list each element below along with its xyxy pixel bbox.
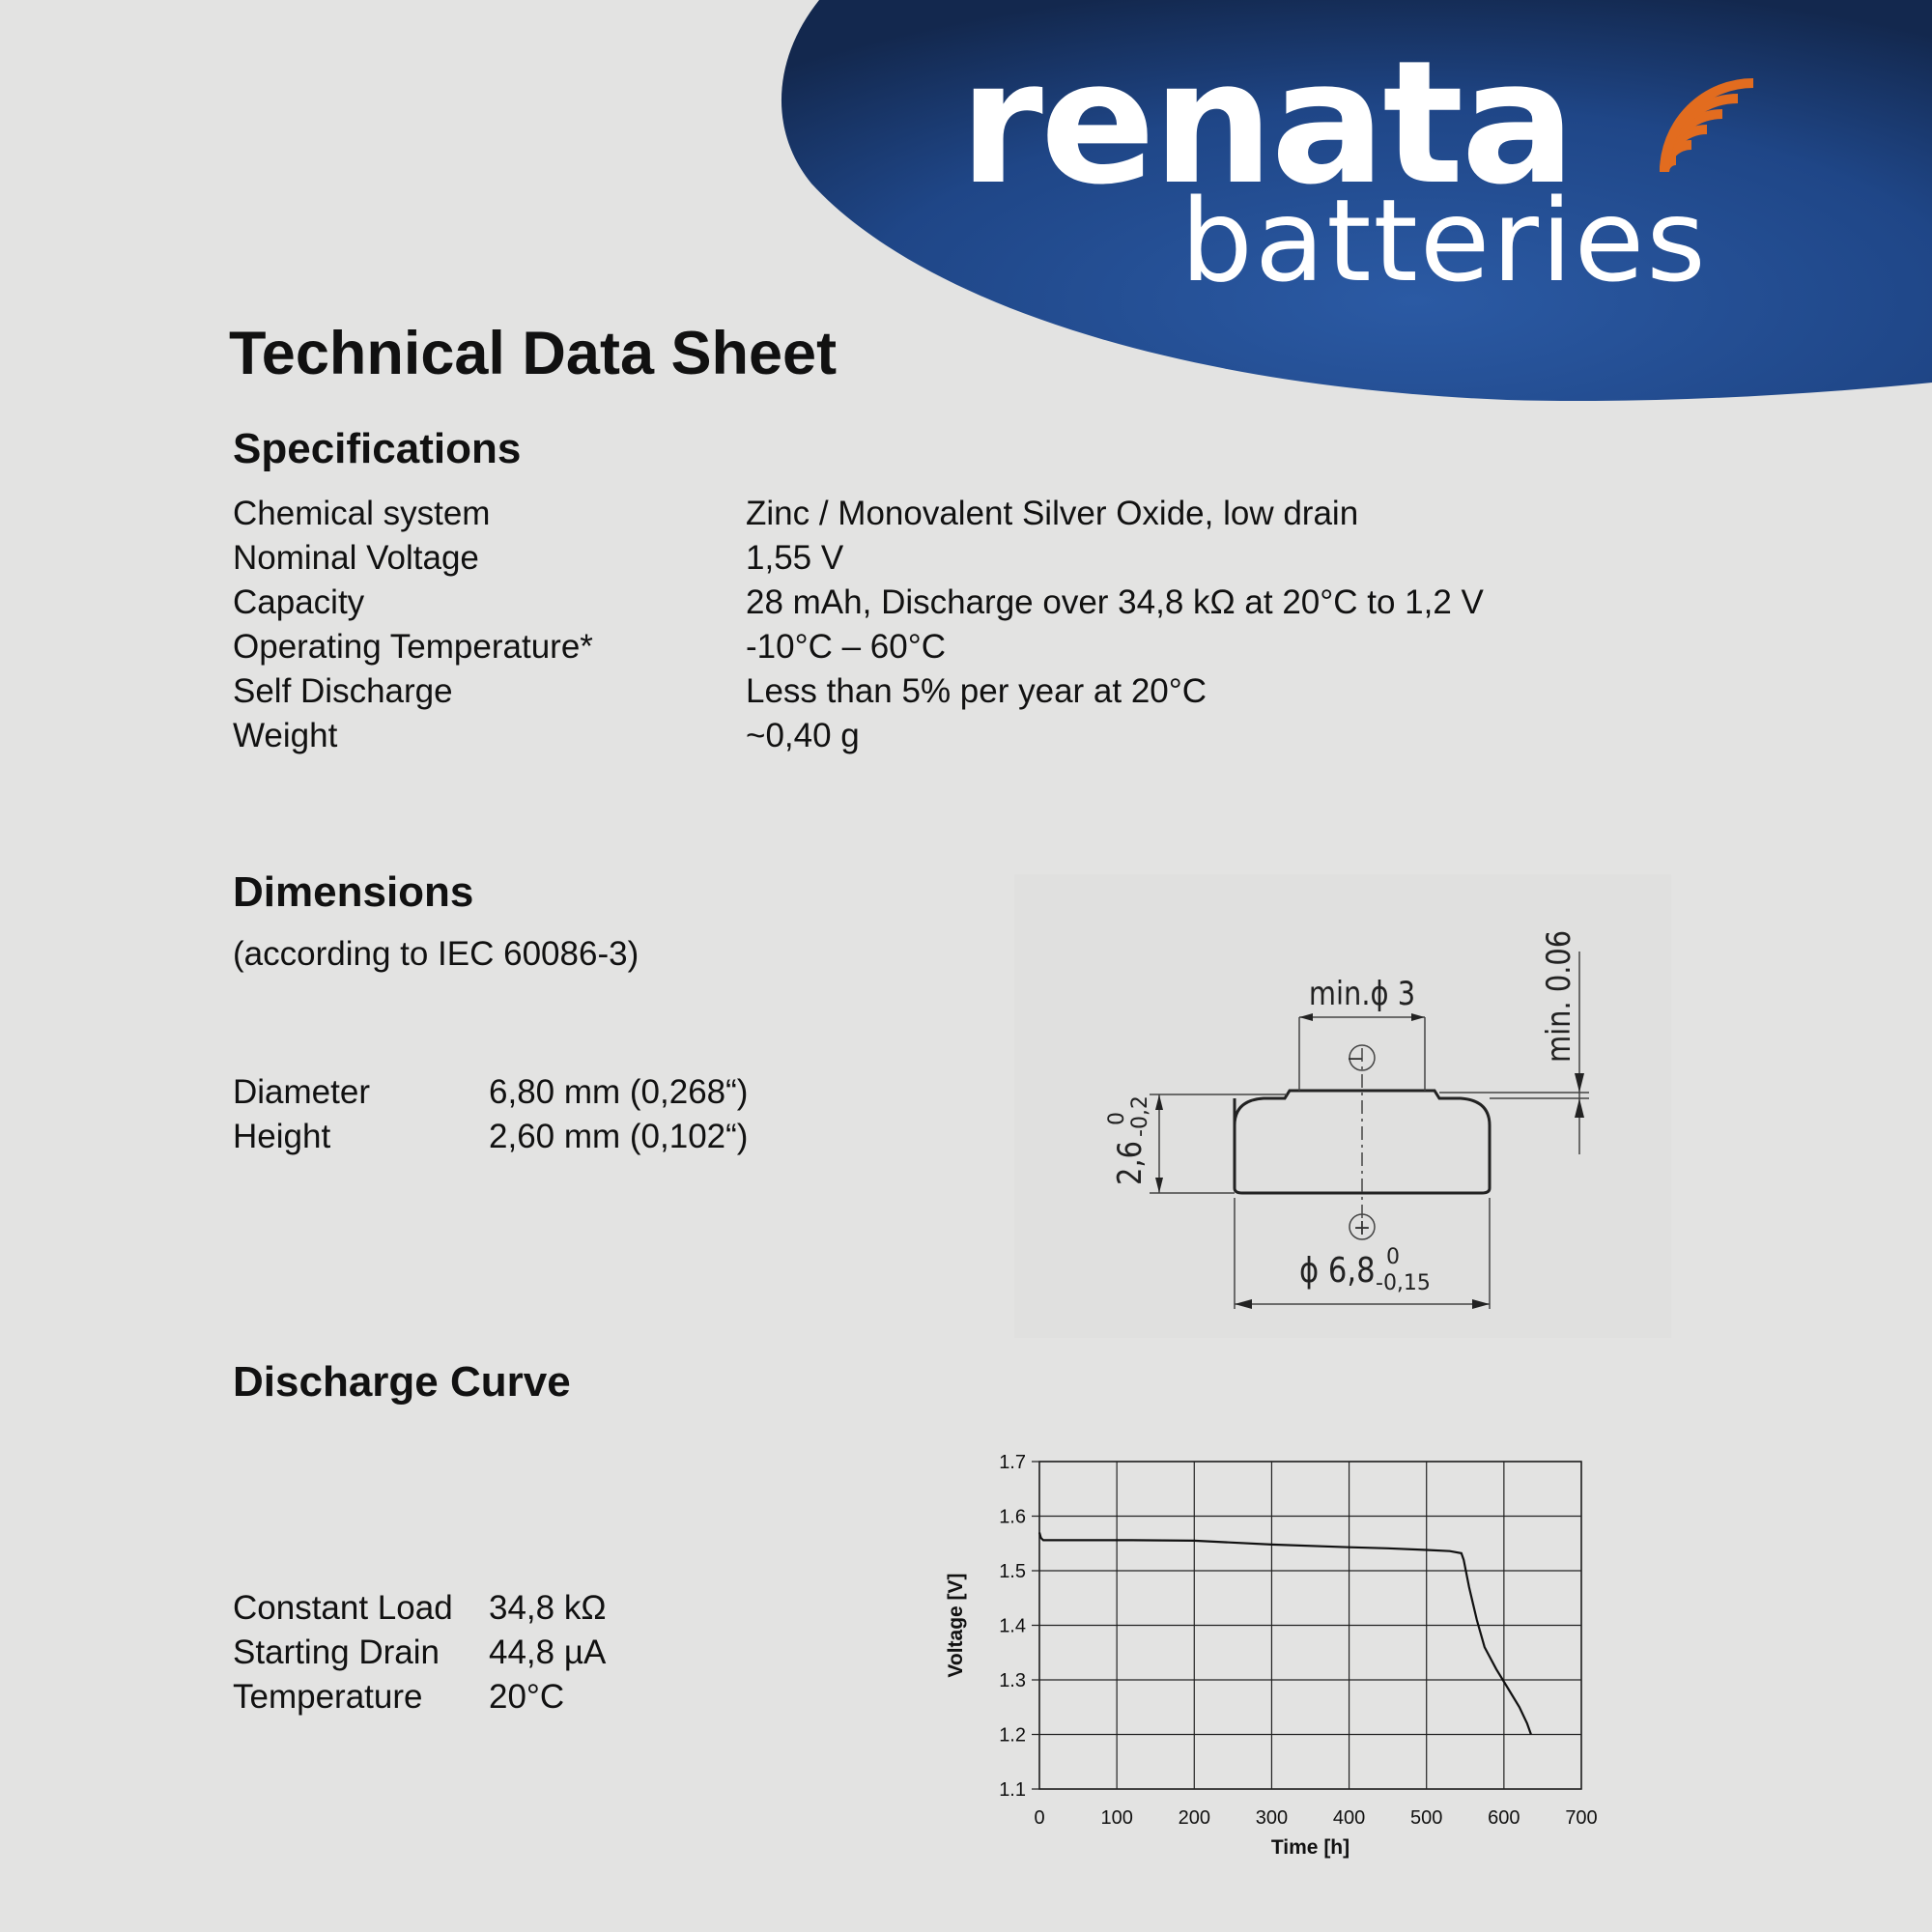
spec-value: ~0,40 g xyxy=(746,717,860,754)
spec-label: Chemical system xyxy=(233,495,491,532)
spec-label: Nominal Voltage xyxy=(233,539,479,577)
diameter-tolerance-lower: -0,15 xyxy=(1376,1271,1431,1295)
y-tick-label: 1.5 xyxy=(999,1561,1026,1582)
condition-row xyxy=(233,1675,607,1719)
chart-y-axis-label: Voltage [V] xyxy=(945,1573,967,1678)
condition-row xyxy=(233,1631,607,1675)
chart-grid xyxy=(1032,1462,1581,1789)
y-tick-label: 1.3 xyxy=(999,1670,1026,1691)
dimension-label: Diameter xyxy=(233,1073,370,1111)
spec-label: Capacity xyxy=(233,583,365,621)
x-tick-label: 300 xyxy=(1255,1807,1289,1829)
dimension-row xyxy=(233,1070,748,1115)
height-label: 2,6 xyxy=(1111,1141,1150,1185)
condition-value: 44,8 µA xyxy=(489,1634,607,1671)
brand-logo-tagline: batteries xyxy=(1180,174,1708,307)
page-title: Technical Data Sheet xyxy=(229,320,838,387)
dimensions-table xyxy=(233,1070,748,1159)
spec-row xyxy=(233,536,1484,581)
battery-dimension-drawing xyxy=(1014,874,1671,1338)
dimension-row xyxy=(233,1115,748,1159)
positive-terminal-icon: + xyxy=(1352,1216,1372,1240)
x-tick-label: 200 xyxy=(1178,1807,1210,1829)
height-tolerance-upper: 0 xyxy=(1105,1112,1129,1125)
condition-value: 20°C xyxy=(489,1678,565,1716)
condition-label: Constant Load xyxy=(233,1589,453,1627)
chart-x-axis-label: Time [h] xyxy=(1270,1836,1350,1859)
spec-row xyxy=(233,714,1484,758)
spec-label: Self Discharge xyxy=(233,672,453,710)
condition-row xyxy=(233,1586,607,1631)
dimension-value: 6,80 mm (0,268“) xyxy=(489,1073,749,1111)
specifications-table xyxy=(233,492,1484,758)
dimension-value: 2,60 mm (0,102“) xyxy=(489,1118,749,1155)
discharge-conditions xyxy=(233,1586,607,1719)
x-tick-label: 400 xyxy=(1332,1807,1366,1829)
x-tick-label: 700 xyxy=(1565,1807,1598,1829)
spec-label: Weight xyxy=(233,717,338,754)
x-tick-label: 100 xyxy=(1100,1807,1133,1829)
condition-value: 34,8 kΩ xyxy=(489,1589,607,1627)
dimension-label: Height xyxy=(233,1118,331,1155)
y-tick-label: 1.4 xyxy=(999,1615,1026,1637)
condition-label: Starting Drain xyxy=(233,1634,440,1671)
condition-label: Temperature xyxy=(233,1678,423,1716)
spec-value: Zinc / Monovalent Silver Oxide, low drain xyxy=(746,495,1359,532)
spec-value: 1,55 V xyxy=(746,539,844,577)
spec-value: -10°C – 60°C xyxy=(746,628,946,666)
spec-label: Operating Temperature* xyxy=(233,628,593,666)
chart-series xyxy=(1039,1532,1531,1734)
y-tick-label: 1.2 xyxy=(999,1724,1026,1747)
discharge-series-line xyxy=(1039,1532,1531,1734)
spec-row xyxy=(233,625,1484,669)
y-tick-label: 1.6 xyxy=(999,1506,1026,1528)
dimensions-heading: Dimensions xyxy=(233,868,474,916)
min-height-label: min. 0.06 xyxy=(1540,929,1578,1063)
specifications-heading: Specifications xyxy=(233,425,522,472)
chart-ticks xyxy=(999,1452,1598,1829)
brand-logo-name: renata xyxy=(959,24,1574,222)
x-tick-label: 600 xyxy=(1488,1807,1520,1829)
spec-row xyxy=(233,492,1484,536)
diameter-tolerance-upper: 0 xyxy=(1386,1245,1400,1269)
y-tick-label: 1.1 xyxy=(999,1779,1026,1801)
x-tick-label: 0 xyxy=(1034,1807,1045,1829)
discharge-chart xyxy=(927,1439,1623,1864)
diameter-label: ϕ 6,8 xyxy=(1299,1249,1376,1291)
min-diameter-label: min.ϕ 3 xyxy=(1308,975,1416,1013)
spec-value: Less than 5% per year at 20°C xyxy=(746,672,1208,710)
spec-row xyxy=(233,581,1484,625)
x-tick-label: 500 xyxy=(1410,1807,1443,1829)
dimensions-standard-note: (according to IEC 60086-3) xyxy=(233,935,639,973)
spec-value: 28 mAh, Discharge over 34,8 kΩ at 20°C to 1,2 V xyxy=(746,583,1484,621)
spec-row xyxy=(233,669,1484,714)
y-tick-label: 1.7 xyxy=(999,1452,1026,1473)
negative-terminal-icon: − xyxy=(1346,1047,1365,1071)
height-tolerance-lower: -0,2 xyxy=(1128,1095,1152,1137)
discharge-heading: Discharge Curve xyxy=(233,1358,571,1406)
signal-waves-icon xyxy=(1660,68,1771,179)
